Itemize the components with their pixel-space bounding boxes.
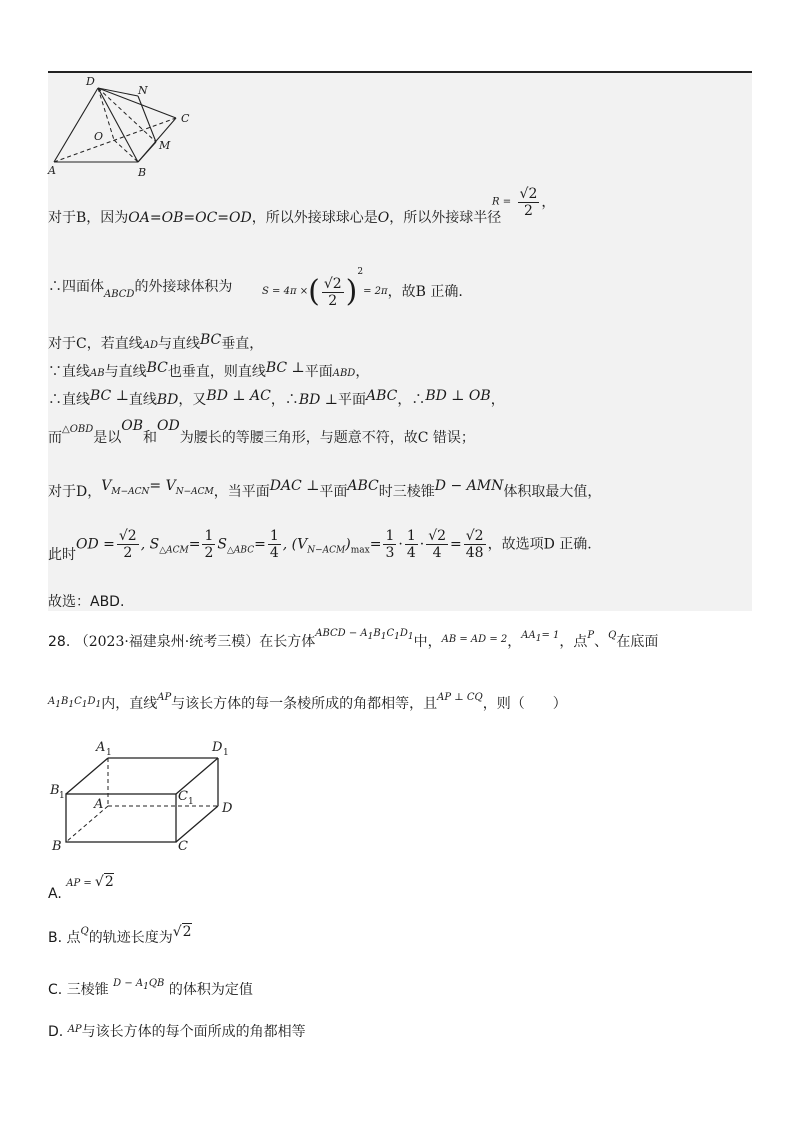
fig2-label: C	[178, 839, 188, 854]
fig2-label: 1	[59, 791, 65, 801]
fig2-label: D	[222, 801, 233, 816]
cuboid-figure	[46, 738, 246, 854]
tetrahedron-figure	[46, 74, 206, 182]
radius-formula: R = $\frac{√2}{2}$ ，	[492, 186, 556, 219]
fig2-label: C	[178, 789, 188, 804]
solution-line-d2: 此时OD = $\frac{√2}{2}$ , $S_{\triangle ACM}=$ $\frac{1}{2}$ $S_{\triangle ABC}=$ $\frac{1}{4}$ , $(V_{N-ACM})_{max}=$ $\frac{1}{3}$ · $\frac{1}{4}$ · $\frac{√2}{4}$ = $\frac{√2}{48}$ ，故选项D 正确.	[48, 528, 592, 563]
solution-line-c3: ∴直线BC ⊥直线BD，又BD ⊥ AC，∴BD ⊥平面ABC，∴BD ⊥ OB，	[48, 388, 505, 408]
fig2-label: B	[50, 783, 60, 798]
problem-line-1: 28. （2023·福建泉州·统考三模）在长方体$^{ABCD - A_1B_1C_1D_1}$中，$^{AB = AD = 2}$，$^{AA_1= 1}$，点$^P$、$^Q$在底面	[48, 628, 659, 650]
fig1-label: A	[48, 164, 56, 177]
solution-line-c2: ∵直线AB与直线BC也垂直，则直线BC ⊥平面ABD，	[48, 360, 370, 380]
fig2-label: A	[96, 740, 106, 755]
solution-line-c4: 而$^{\triangle OBD}$是以OB和OD为腰长的等腰三角形，与题意不符，故C 错误；	[48, 418, 475, 446]
fig1-label: M	[159, 139, 171, 152]
fig1-label: C	[181, 112, 190, 125]
fig1-label: N	[138, 84, 148, 97]
volume-formula: S = 4π ×( $\frac{√2}{2}$ )$^2$= 2π，故B 正确.	[262, 267, 463, 309]
fig2-label: B	[52, 839, 62, 854]
option-c[interactable]: C. 三棱锥 $^{D - A_1QB}$ 的体积为定值	[48, 978, 253, 998]
fig2-label: 1	[223, 748, 229, 758]
fig1-label: O	[94, 130, 104, 143]
fig2-label: A	[94, 797, 104, 812]
problem-line-2: $^{A_1B_1C_1D_1}$内，直线$^{AP}$与该长方体的每一条棱所成的角都相等，且$^{AP \perp CQ}$，则（ ）	[48, 692, 567, 712]
option-a[interactable]: A. $^{AP =}$ √2	[48, 874, 114, 902]
answer-line: 故选：ABD.	[48, 594, 125, 610]
fig2-label: 1	[188, 797, 194, 807]
fig1-label: B	[138, 166, 147, 179]
solution-line-c1: 对于C，若直线AD与直线BC垂直，	[48, 332, 264, 352]
option-d[interactable]: D. $^{AP}$与该长方体的每个面所成的角都相等	[48, 1024, 306, 1040]
fig1-label: D	[86, 75, 95, 88]
fig2-label: D	[212, 740, 223, 755]
fig2-label: 1	[106, 748, 112, 758]
solution-line-volume: ∴四面体$_{ABCD}$的外接球体积为	[48, 279, 233, 300]
solution-line-b: 对于B，因为OA=OB=OC=OD，所以外接球球心是O，所以外接球半径	[48, 210, 502, 226]
solution-line-d1: 对于D，$V_{M-ACN}= V_{N-ACM}$，当平面DAC ⊥平面ABC时三棱锥D − AMN体积取最大值，	[48, 478, 602, 500]
option-b[interactable]: B. 点$^Q$的轨迹长度为√2	[48, 924, 192, 946]
